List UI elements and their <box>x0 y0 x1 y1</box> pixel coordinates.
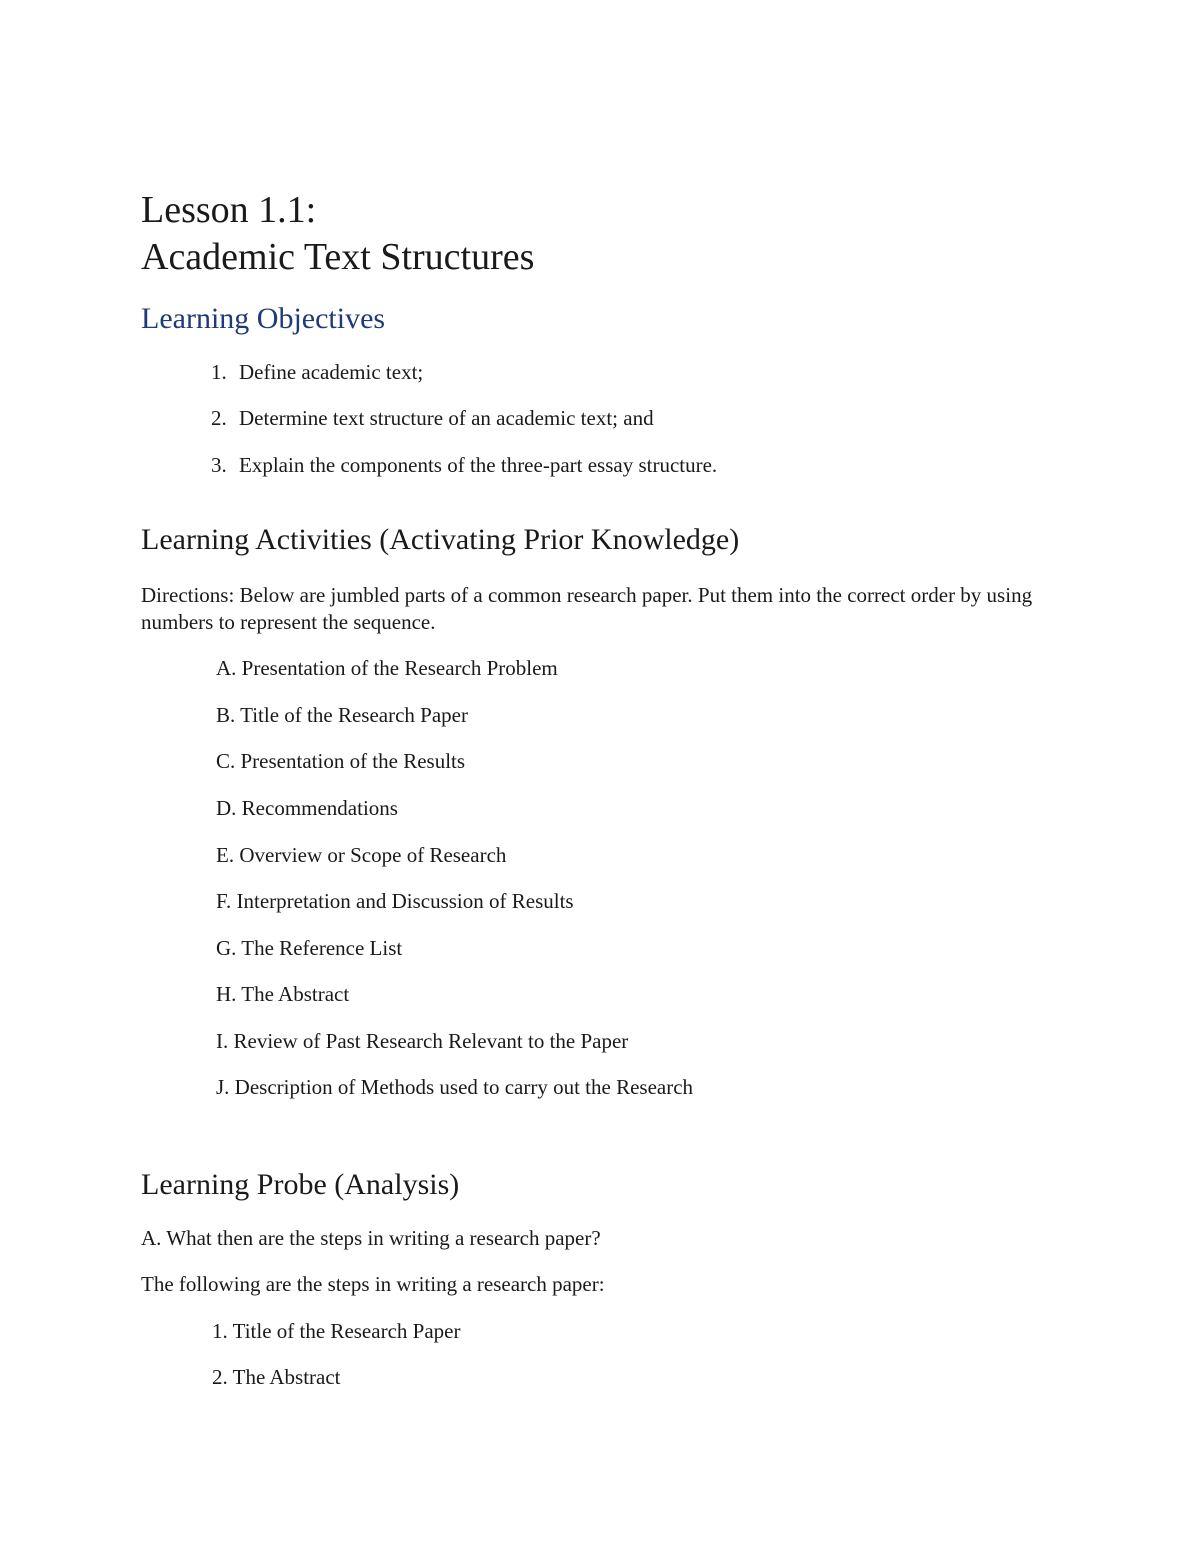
objective-text: Define academic text; <box>239 360 424 384</box>
probe-question: A. What then are the steps in writing a research paper? <box>141 1226 601 1250</box>
jumbled-part-item: H. The Abstract <box>216 982 350 1006</box>
jumbled-part-item: F. Interpretation and Discussion of Results <box>216 889 574 913</box>
learning-objectives-heading: Learning Objectives <box>141 302 386 335</box>
activities-directions: Directions: Below are jumbled parts of a common research paper. Put them into the correct order by using numbers to represent the sequence. <box>141 583 1033 634</box>
objective-text: Explain the components of the three-part essay structure. <box>239 453 718 477</box>
objective-number: 2. <box>211 406 227 430</box>
jumbled-part-item: C. Presentation of the Results <box>216 749 466 773</box>
research-step-item: 2. The Abstract <box>212 1365 341 1389</box>
objective-number: 1. <box>211 360 227 384</box>
jumbled-part-item: E. Overview or Scope of Research <box>216 843 507 867</box>
probe-intro: The following are the steps in writing a research paper: <box>141 1272 605 1296</box>
jumbled-part-item: G. The Reference List <box>216 936 403 960</box>
jumbled-part-item: A. Presentation of the Research Problem <box>216 656 558 680</box>
jumbled-part-item: I. Review of Past Research Relevant to the Paper <box>216 1029 629 1053</box>
objective-item <box>211 452 717 479</box>
objective-item <box>211 359 423 386</box>
lesson-number: Lesson 1.1: <box>141 189 317 231</box>
jumbled-part-item: D. Recommendations <box>216 796 398 820</box>
objective-item <box>211 405 654 432</box>
objective-text: Determine text structure of an academic text; and <box>239 406 654 430</box>
lesson-title: Academic Text Structures <box>141 236 535 278</box>
learning-activities-heading: Learning Activities (Activating Prior Knowledge) <box>141 523 740 556</box>
learning-probe-heading: Learning Probe (Analysis) <box>141 1168 460 1201</box>
jumbled-part-item: J. Description of Methods used to carry out the Research <box>216 1075 694 1099</box>
objective-number: 3. <box>211 453 227 477</box>
jumbled-part-item: B. Title of the Research Paper <box>216 703 468 727</box>
research-step-item: 1. Title of the Research Paper <box>212 1319 461 1343</box>
